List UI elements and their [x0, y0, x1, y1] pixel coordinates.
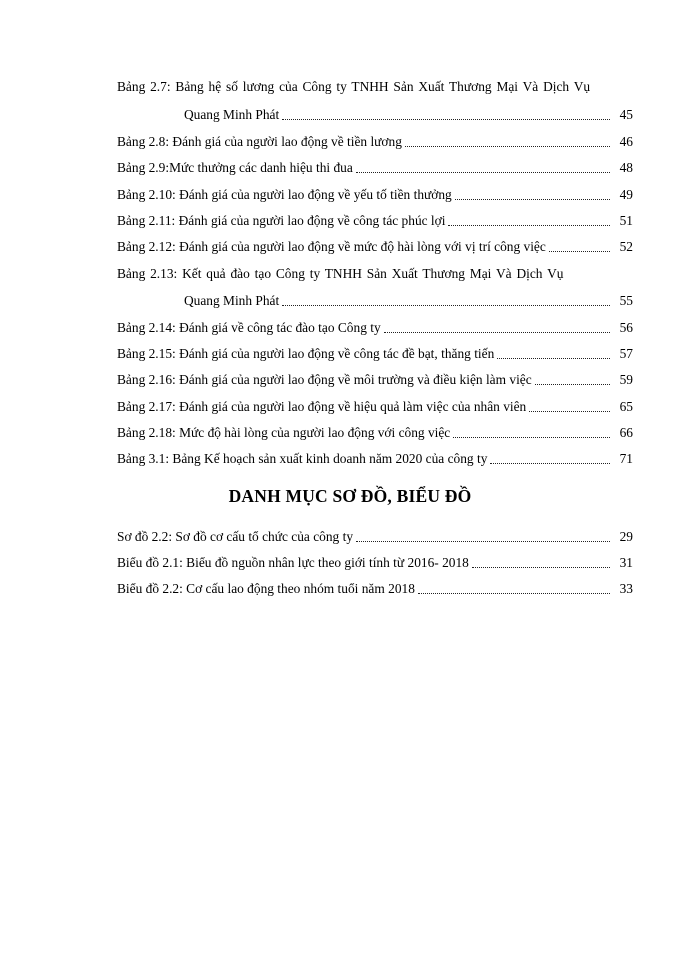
- toc-entry-table-2-16: [117, 365, 633, 389]
- dot-leader: [472, 566, 610, 568]
- section-heading: DANH MỤC SƠ ĐỒ, BIỂU ĐỒ: [228, 486, 472, 506]
- toc-entry-chart-2-2: [117, 574, 633, 598]
- dot-leader: [455, 198, 610, 200]
- dot-leader: [418, 592, 610, 594]
- toc-label: Bảng 3.1: Bảng Kế hoạch sản xuất kinh doanh năm 2020 của công ty: [117, 451, 488, 466]
- dot-leader: [384, 331, 610, 333]
- toc-label-continued: Quang Minh Phát: [184, 293, 280, 308]
- dot-leader: [282, 118, 610, 120]
- dot-leader: [405, 145, 610, 147]
- dot-leader: [448, 224, 610, 226]
- toc-entry-table-2-17: [117, 392, 633, 416]
- toc-page-number: 66: [619, 425, 633, 440]
- toc-page-number: 55: [619, 293, 633, 308]
- toc-page-number: 57: [619, 346, 633, 361]
- toc-label: Bảng 2.11: Đánh giá của người lao động về công tác phúc lợi: [117, 213, 446, 228]
- toc-page-number: 71: [619, 451, 633, 466]
- toc-entry-table-2-18: [117, 418, 633, 442]
- dot-leader: [453, 436, 610, 438]
- dot-leader: [497, 357, 610, 359]
- toc-page-number: 29: [619, 529, 633, 544]
- toc-page-number: 33: [619, 581, 633, 596]
- toc-page-number: 52: [619, 239, 633, 254]
- toc-page-number: 31: [619, 555, 633, 570]
- toc-page-number: 56: [619, 320, 633, 335]
- toc-page-number: 46: [619, 134, 633, 149]
- toc-entry-diagram-2-2: [117, 522, 633, 546]
- toc-entry-table-2-13-continued: [184, 286, 633, 310]
- toc-label: Bảng 2.14: Đánh giá về công tác đào tạo Công ty: [117, 320, 381, 335]
- dot-leader: [356, 540, 610, 542]
- toc-page-number: 51: [619, 213, 633, 228]
- dot-leader: [282, 304, 610, 306]
- toc-page-number: 49: [619, 187, 633, 202]
- toc-label-continued: Quang Minh Phát: [184, 107, 280, 122]
- toc-label: Bảng 2.15: Đánh giá của người lao động về công tác đề bạt, thăng tiến: [117, 346, 495, 361]
- toc-entry-table-2-7-continued: [184, 100, 633, 124]
- toc-label: Bảng 2.13: Kết quả đào tạo Công ty TNHH Sản Xuất Thương Mại Và Dịch Vụ: [117, 266, 564, 281]
- toc-label: Bảng 2.18: Mức độ hài lòng của người lao động với công việc: [117, 425, 451, 440]
- toc-page-number: 45: [619, 107, 633, 122]
- toc-page-number: 65: [619, 399, 633, 414]
- toc-entry-table-2-14: [117, 313, 633, 337]
- dot-leader: [535, 383, 610, 385]
- dot-leader: [549, 250, 610, 252]
- toc-entry-table-2-11: [117, 206, 633, 230]
- toc-label: Bảng 2.9:Mức thưởng các danh hiệu thi đua: [117, 160, 353, 175]
- toc-label: Sơ đồ 2.2: Sơ đồ cơ cấu tổ chức của công ty: [117, 529, 354, 544]
- toc-page-number: 59: [619, 372, 633, 387]
- toc-label: Biểu đồ 2.1: Biểu đồ nguồn nhân lực theo giới tính từ 2016- 2018: [117, 555, 469, 570]
- toc-label: Biểu đồ 2.2: Cơ cấu lao động theo nhóm tuổi năm 2018: [117, 581, 415, 596]
- toc-entry-chart-2-1: [117, 548, 633, 572]
- toc-entry-table-2-9: [117, 153, 633, 177]
- toc-label: Bảng 2.8: Đánh giá của người lao động về tiền lương: [117, 134, 402, 149]
- toc-label: Bảng 2.10: Đánh giá của người lao động về yếu tố tiền thưởng: [117, 187, 452, 202]
- toc-entry-table-2-13: [117, 259, 633, 283]
- dot-leader: [490, 462, 610, 464]
- toc-label: Bảng 2.7: Bảng hệ số lương của Công ty TNHH Sản Xuất Thương Mại Và Dịch Vụ: [117, 79, 591, 94]
- toc-entry-table-3-1: [117, 444, 633, 468]
- toc-page-number: 48: [619, 160, 633, 175]
- toc-entry-table-2-12: [117, 232, 633, 256]
- toc-entry-table-2-15: [117, 339, 633, 363]
- toc-label: Bảng 2.17: Đánh giá của người lao động về hiệu quả làm việc của nhân viên: [117, 399, 527, 414]
- dot-leader: [356, 171, 610, 173]
- toc-entry-table-2-8: [117, 127, 633, 151]
- toc-label: Bảng 2.12: Đánh giá của người lao động về mức độ hài lòng với vị trí công việc: [117, 239, 546, 254]
- dot-leader: [529, 410, 610, 412]
- toc-entry-table-2-7: [117, 72, 633, 96]
- toc-label: Bảng 2.16: Đánh giá của người lao động về môi trường và điều kiện làm việc: [117, 372, 532, 387]
- toc-entry-table-2-10: [117, 180, 633, 204]
